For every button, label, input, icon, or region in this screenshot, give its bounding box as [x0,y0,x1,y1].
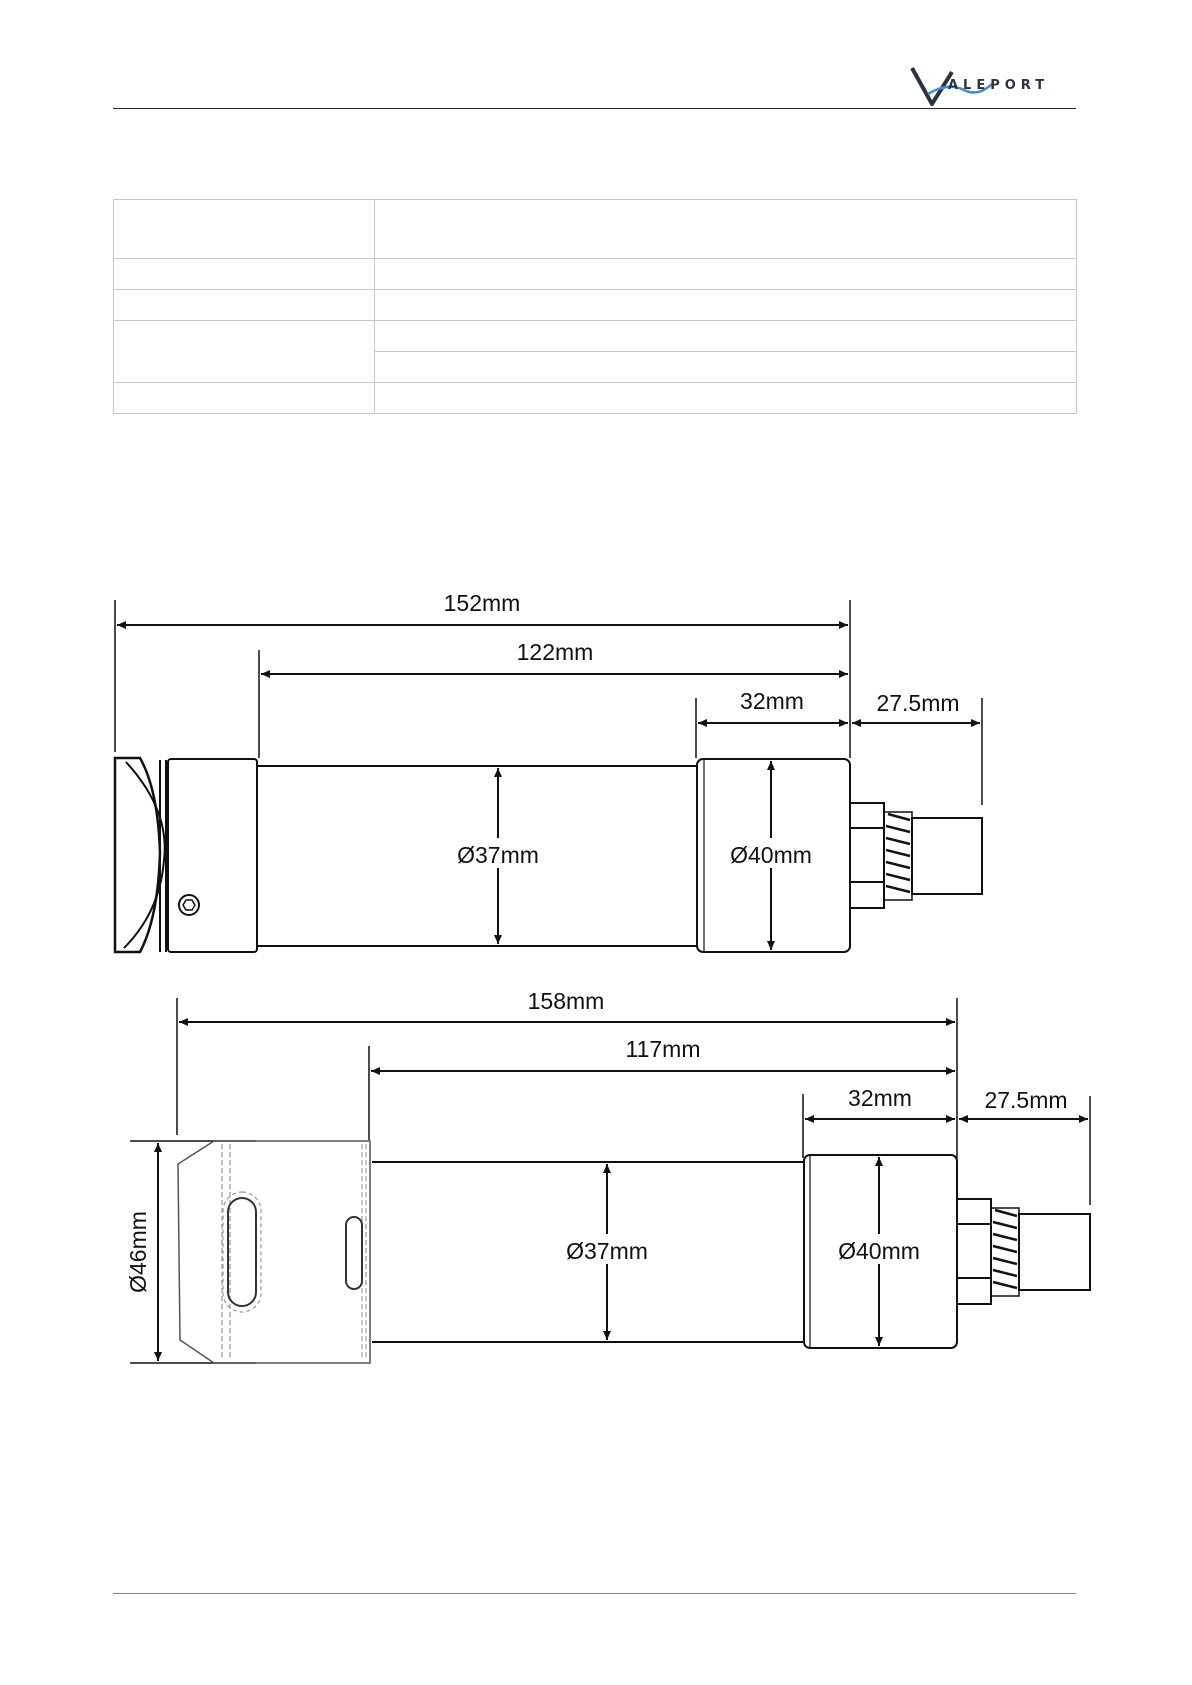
top-overall-length-label: 152mm [443,590,521,616]
bottom-connector-length-label: 27.5mm [984,1087,1068,1113]
bottom-instrument-drawing [130,998,1090,1363]
bottom-head-diameter-label: Ø46mm [125,1211,151,1293]
top-end-length-label: 32mm [740,688,804,714]
bottom-overall-length-label: 158mm [527,988,605,1014]
bottom-end-diameter-label: Ø40mm [838,1238,920,1264]
logo-wordmark: ALEPORT [948,78,1050,93]
top-body-length-label: 122mm [516,639,594,665]
top-body-diameter-label: Ø37mm [457,842,539,868]
top-connector-length-label: 27.5mm [876,690,960,716]
top-end-diameter-label: Ø40mm [730,842,812,868]
footer-rule [113,1593,1076,1594]
bottom-body-diameter-label: Ø37mm [566,1238,648,1264]
bottom-body-length-label: 117mm [625,1036,701,1062]
bottom-end-length-label: 32mm [848,1085,912,1111]
